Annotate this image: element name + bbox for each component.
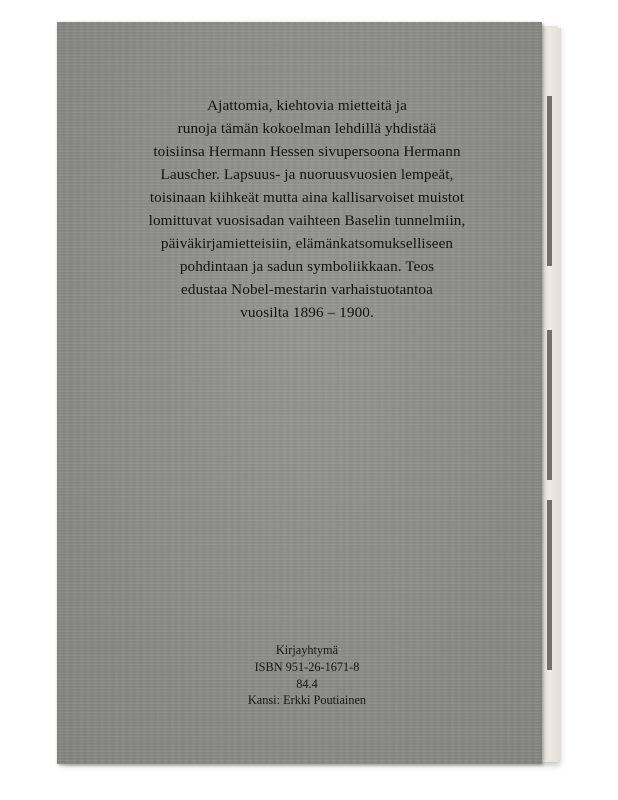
back-cover [57,22,542,764]
blurb-line: pohdintaan ja sadun symboliikkaan. Teos [179,258,435,275]
spine-series-mark [547,500,552,670]
blurb-line: toisinaan kiihkeät mutta aina kallisarvoiset muistot [149,189,465,206]
blurb-line: edustaa Nobel-mestarin varhaistuotantoa [181,281,433,298]
isbn-number: ISBN 951-26-1671-8 [254,659,360,674]
cover-blurb [97,94,517,324]
blurb-line: päiväkirjamietteisiin, elämänkatsomukselliseen [160,235,454,252]
colophon [97,642,517,709]
publisher-name: Kirjayhtymä [275,643,339,657]
blurb-line: Ajattomia, kiehtovia mietteitä ja [207,97,407,114]
cover-credit: Kansi: Erkki Poutiainen [247,693,367,708]
blurb-line: vuosilta 1896 – 1900. [240,304,374,321]
blurb-line: runoja tämän kokoelman lehdillä yhdistää [177,120,437,137]
blurb-line: lomittuvat vuosisadan vaihteen Baselin tunnelmiin, [148,212,466,229]
classification-code: 84.4 [296,676,318,691]
spine-title-mark [547,96,552,266]
blurb-line: toisiinsa Hermann Hessen sivupersoona Hermann [153,143,461,160]
blurb-line: Lauscher. Lapsuus- ja nuoruusvuosien lempeät, [160,166,454,183]
spine-author-mark [547,330,552,480]
